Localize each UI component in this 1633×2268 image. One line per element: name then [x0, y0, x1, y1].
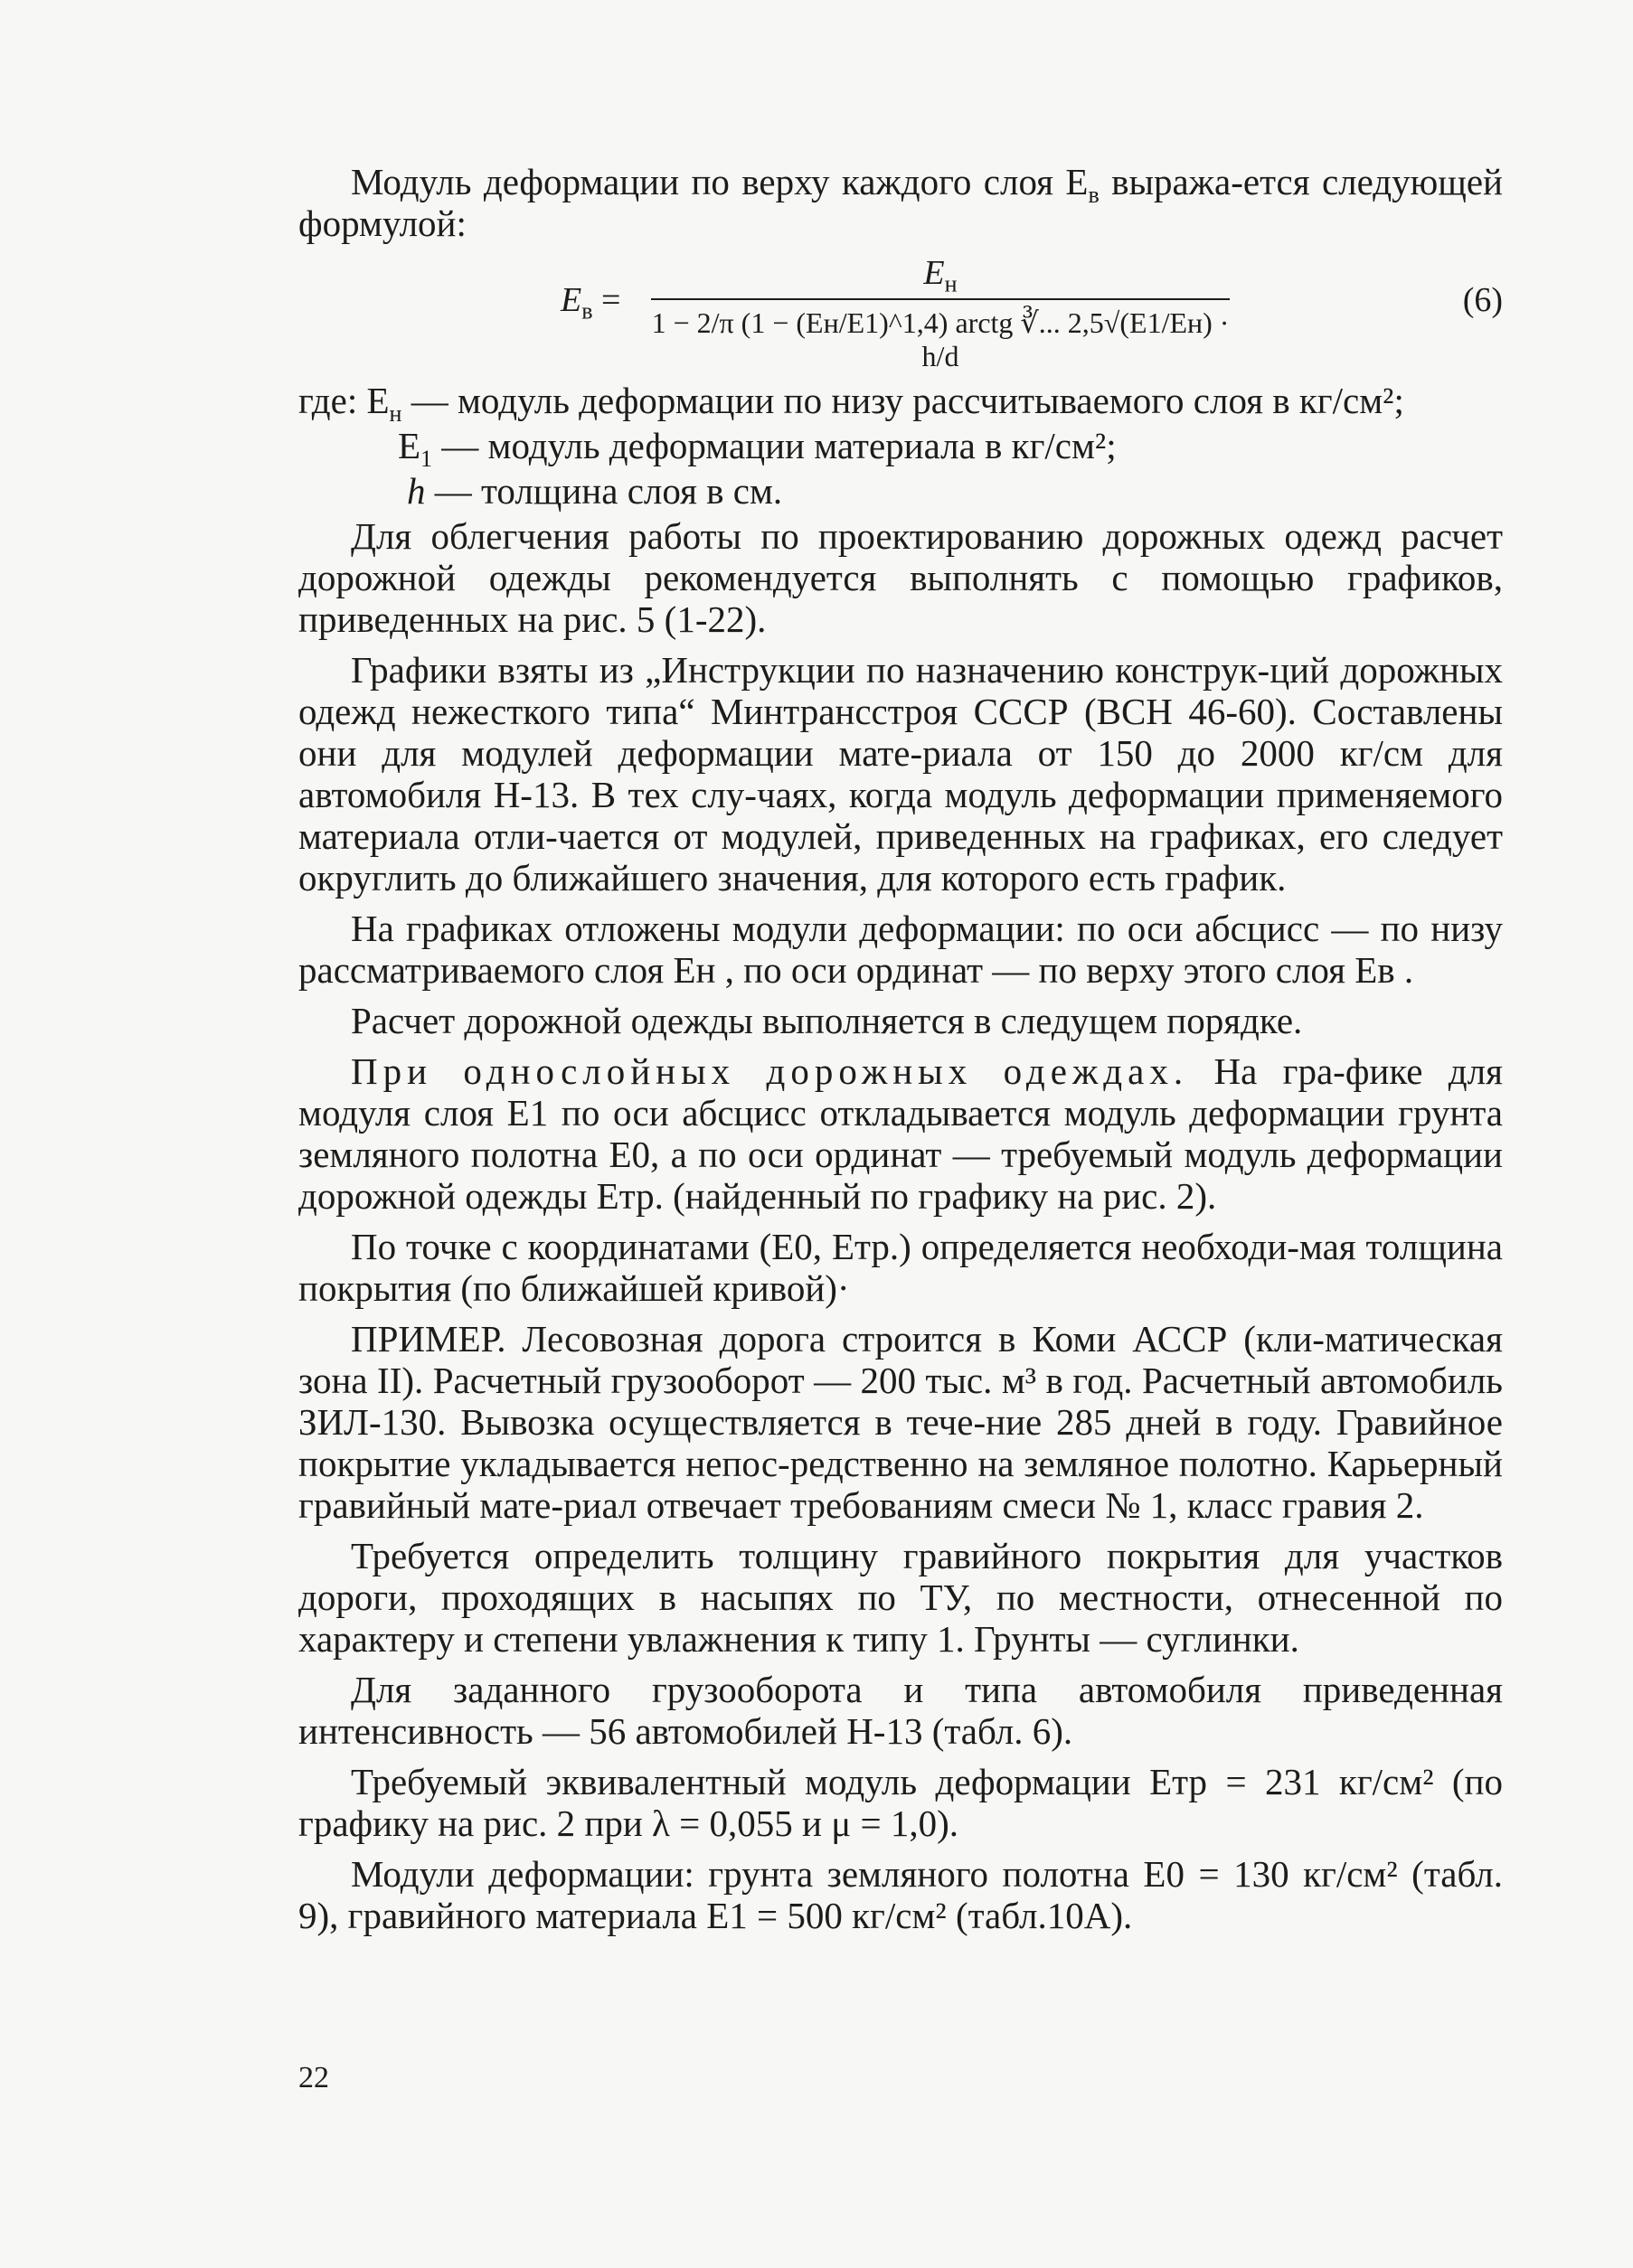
intro-paragraph — [298, 161, 1503, 244]
paragraph-modulus-required: Требуемый эквивалентный модуль деформации Eтр = 231 кг/см² (по графику на рис. 2 при λ = 0,055 и μ = 1,0). — [298, 1761, 1503, 1844]
paragraph-coordinates: По точке с координатами (E0, Eтр.) определяется необходи-мая толщина покрытия (по ближайшей кривой)· — [298, 1226, 1503, 1309]
paragraph-single-layer — [298, 1050, 1503, 1217]
single-layer-lead: При однослойных дорожных одеждах. — [351, 1050, 1189, 1092]
paragraph-requirement: Требуется определить толщину гравийного покрытия для участков дороги, проходящих в насыпях по ТУ, по местности, отнесенной по характеру и степени увлажнения к типу 1. Грунты — суглинки. — [298, 1535, 1503, 1660]
formula-lhs: $E_в$ = — [561, 281, 621, 325]
definition-en: где: $E_н$ — модуль деформации по низу рассчитываемого слоя в кг/см²; — [298, 380, 1404, 428]
text-column — [298, 161, 1503, 1945]
definition-h: h — толщина слоя в см. — [407, 470, 783, 512]
equation-number: (6) — [1462, 281, 1503, 319]
formula-6 — [298, 253, 1503, 371]
paragraph-axes: На графиках отложены модули деформации: по оси абсцисс — по низу рассматриваемого слоя Eн , по оси ординат — по верху этого слоя Eв . — [298, 908, 1503, 991]
formula-denominator: 1 − 2/π (1 − (Eн/E1)^1,4) arctg ∛... 2,5√(E1/Eн) · h/d — [651, 306, 1230, 372]
formula-fraction — [651, 253, 1230, 373]
intro-subscript: в — [1088, 182, 1100, 209]
formula-numerator: $E_н$ — [651, 253, 1230, 300]
paragraph-intensity: Для заданного грузооборота и типа автомобиля приведенная интенсивность — 56 автомобилей Н-13 (табл. 6). — [298, 1669, 1503, 1752]
paragraph-moduli: Модули деформации: грунта земляного полотна E0 = 130 кг/см² (табл. 9), гравийного материала E1 = 500 кг/см² (табл.10А). — [298, 1853, 1503, 1936]
single-layer-text: На гра-фике для модуля слоя E1 по оси абсцисс откладывается модуль деформации грунта земляного полотна E0, а по оси ординат — требуемый модуль деформации дорожной одежды Eтр. (найденный по графику на рис. 2). — [298, 1050, 1503, 1217]
paragraph-graphs: Для облегчения работы по проектированию дорожных одежд расчет дорожной одежды рекомендуется выполнять с помощью графиков, приведенных на рис. 5 (1-22). — [298, 515, 1503, 640]
intro-text-end: выража-ется следующей формулой: — [298, 161, 1503, 244]
paragraph-order: Расчет дорожной одежды выполняется в следущем порядке. — [351, 1000, 1303, 1041]
paragraph-instruction: Графики взяты из „Инструкции по назначению конструк-ций дорожных одежд нежесткого типа“ Минтрансстроя СССР (ВСН 46-60). Составлены они для модулей деформации мате-риала от 150 до 2000 кг/см для автомобиля Н-13. В тех слу-чаях, когда модуль деформации применяемого материала отли-чается от модулей, приведенных на графиках, его следует округлить до ближайшего значения, для которого есть график. — [298, 649, 1503, 899]
paragraph-example: ПРИМЕР. Лесовозная дорога строится в Коми АССР (кли-матическая зона II). Расчетный грузооборот — 200 тыс. м³ в год. Расчетный автомобиль ЗИЛ-130. Вывозка осуществляется в тече-ние 285 дней в году. Гравийное покрытие укладывается непос-редственно на земляное полотно. Карьерный гравийный мате-риал отвечает требованиям смеси № 1, класс гравия 2. — [298, 1318, 1503, 1526]
definitions-list — [298, 380, 1503, 512]
definition-e1: $E_1$ — модуль деформации материала в кг/см²; — [398, 425, 1117, 473]
intro-text: Модуль деформации по верху каждого слоя E — [351, 161, 1089, 202]
page-number: 22 — [298, 2061, 329, 2094]
